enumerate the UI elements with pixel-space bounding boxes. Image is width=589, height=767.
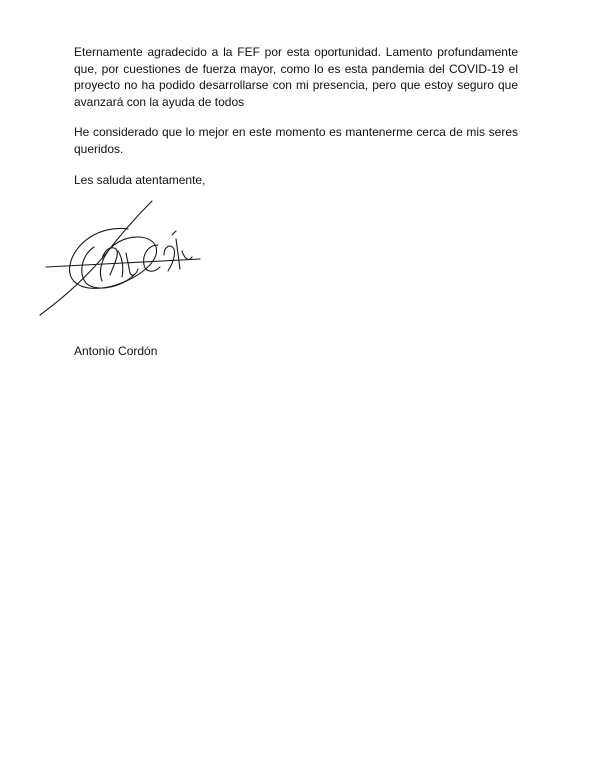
handwritten-signature: [30, 195, 210, 325]
paragraph-decision: He considerado que lo mejor en este momento es mantenerme cerca de mis seres queridos.: [74, 125, 518, 156]
paragraph-gratitude: Eternamente agradecido a la FEF por esta oportunidad. Lamento profundamente que, por cuestiones de fuerza mayor, como lo es esta pandemia del COVID-19 el proyecto no ha podido desarrollarse con mi presencia, pero que estoy seguro que avanzará con la ayuda de todos: [74, 45, 518, 109]
signer-name: Antonio Cordón: [74, 344, 158, 358]
closing-salutation: Les saluda atentamente,: [74, 173, 206, 187]
